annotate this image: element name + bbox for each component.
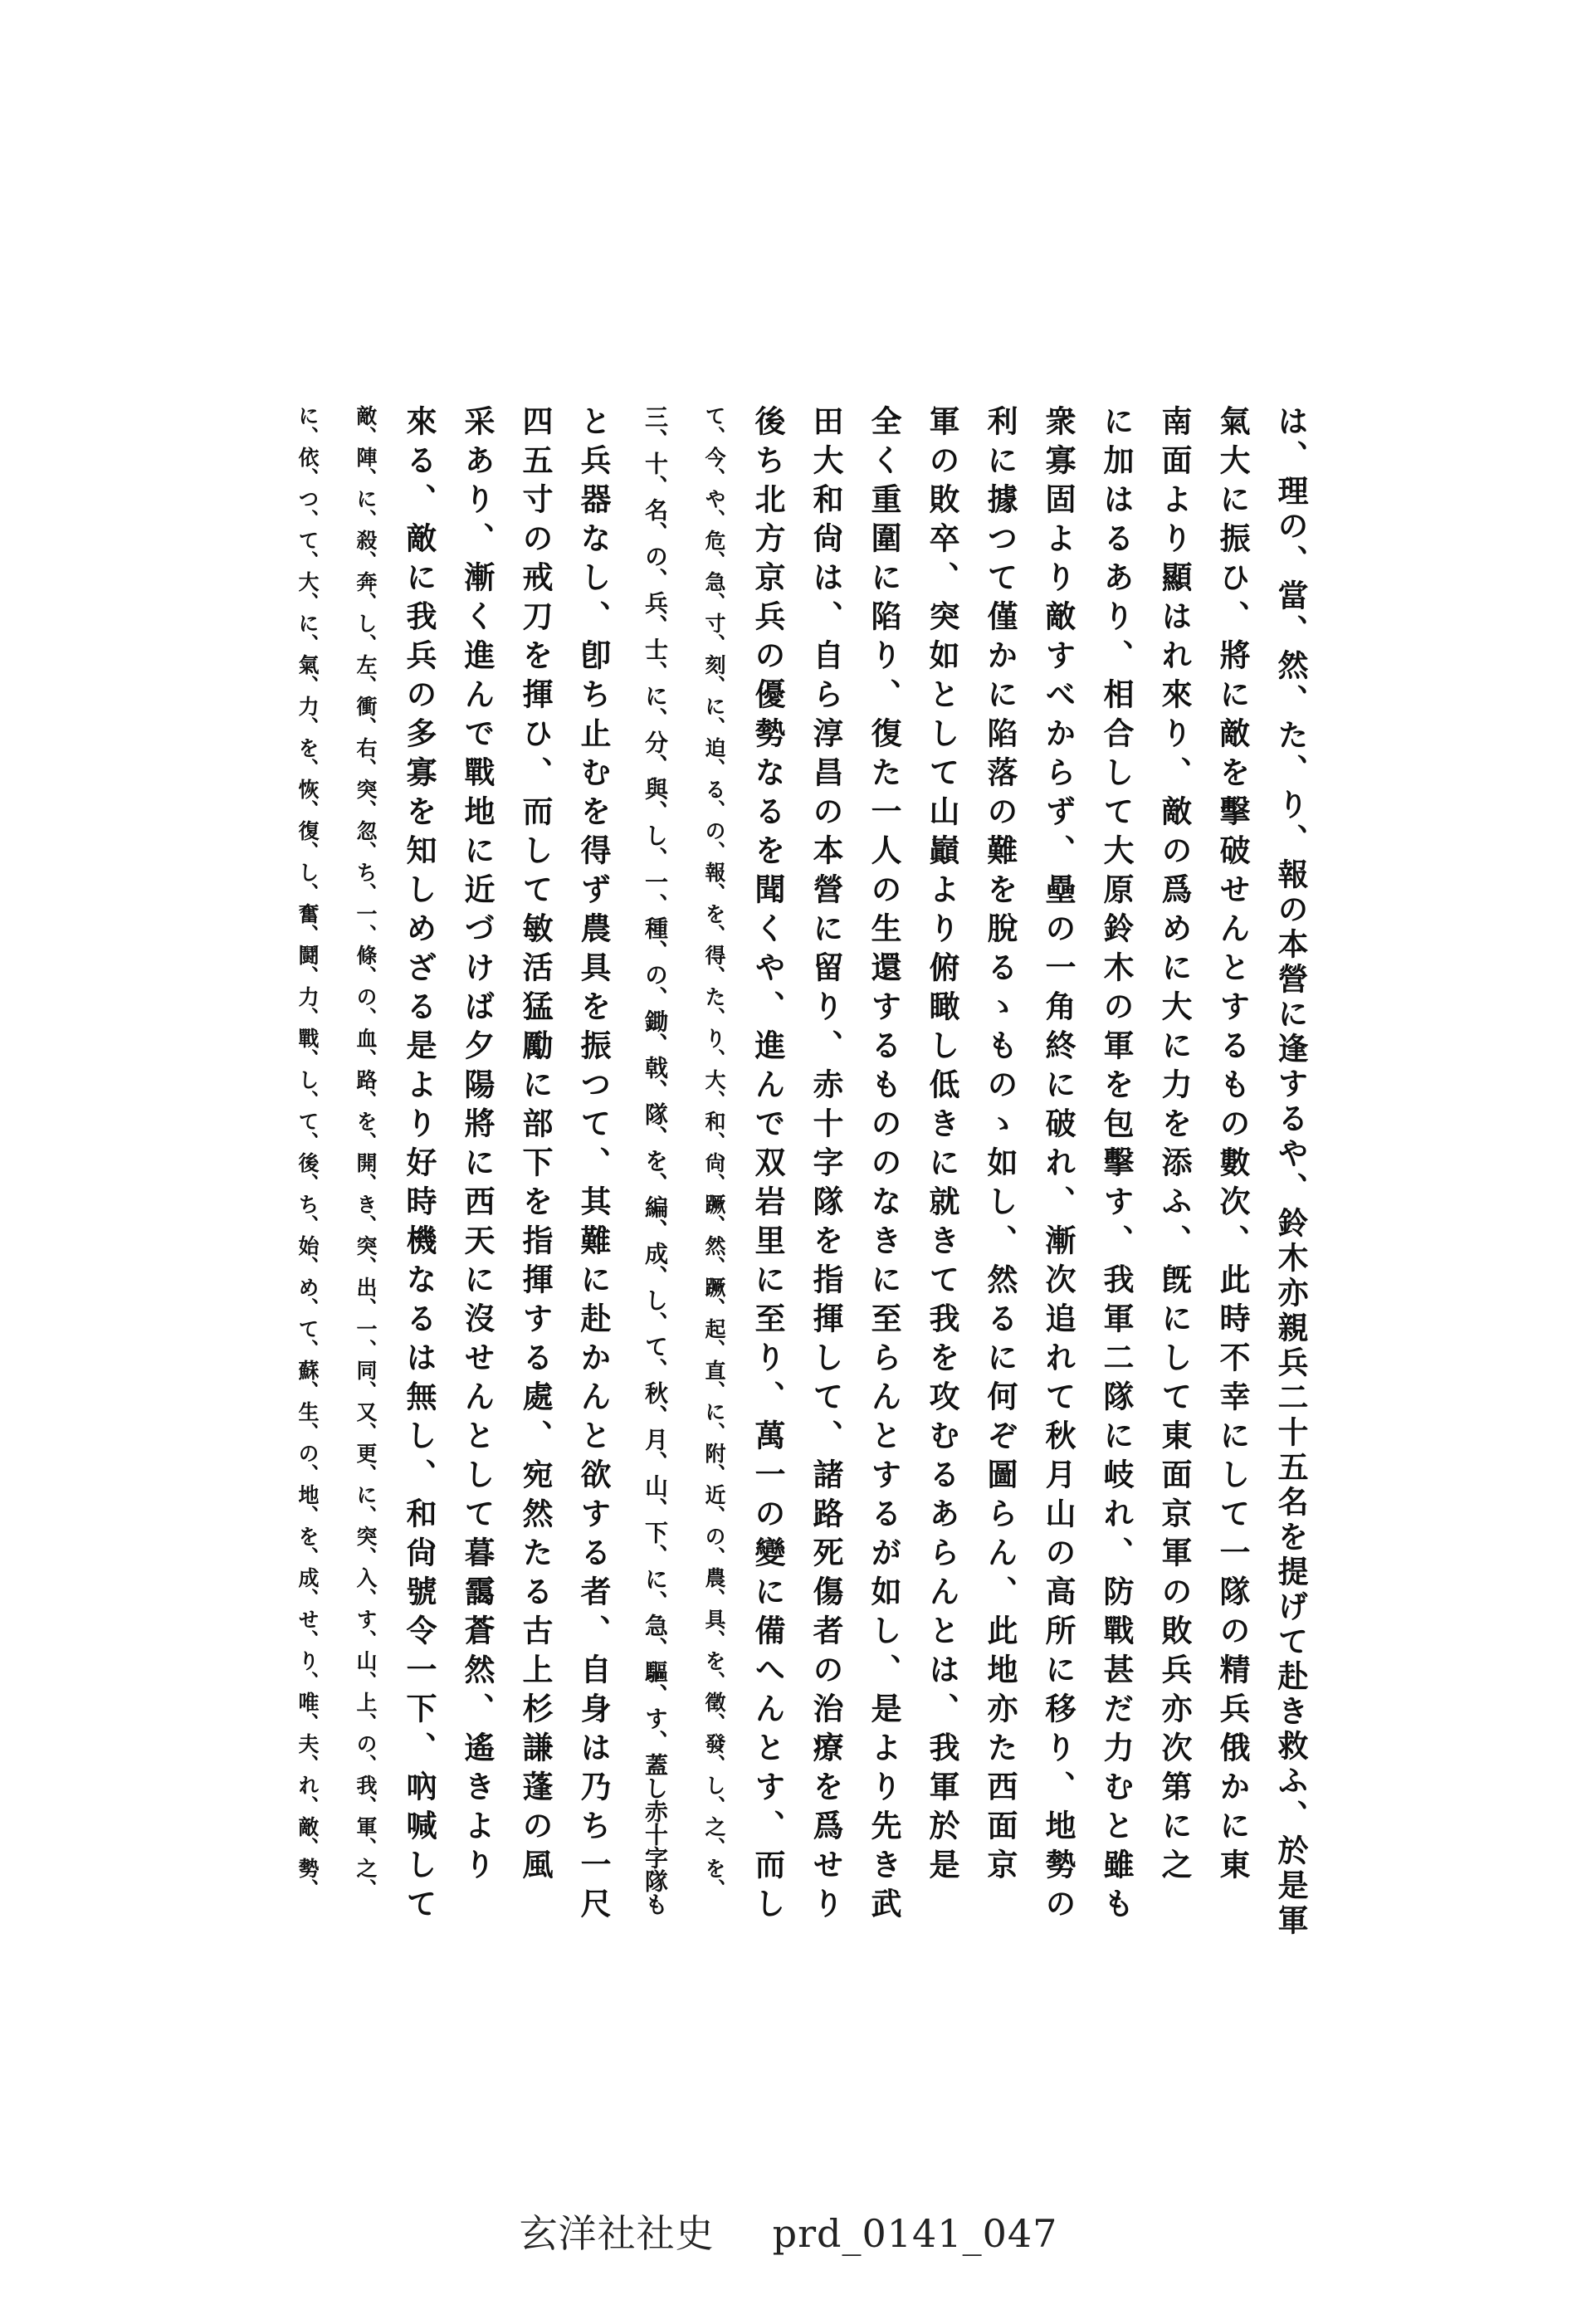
text-column-13: と兵器なし、卽ち止むを得ず農具を振つて、其難に赴かんと欲する者、自身は乃ち一尺 (575, 405, 612, 1926)
text-column-14: 四五寸の戒刀を揮ひ、而して敏活猛勵に部下を指揮する處、宛然たる古上杉謙蓬の風 (517, 405, 554, 1887)
text-column-18: に、依、つ、て、大、に、氣、力、を、恢、復、し、奮、鬪、力、戰、し、て、後、ち、始、め、て、蘇、生、の、地、を、成、せ、り、唯、夫、れ、敵、勢、 (295, 405, 320, 1899)
page-footer (0, 2204, 1577, 2258)
text-column-5: 衆寡固より敵すべからず、壘の一角終に破れ、漸次追れて秋月山の高所に移り、地勢の (1040, 405, 1077, 1926)
text-column-3: 南面より顯はれ來り、敵の爲めに大に力を添ふ、旣にして東面京軍の敗兵亦次第に之 (1156, 405, 1193, 1887)
text-column-10: 後ち北方京兵の優勢なるを聞くや、進んで双岩里に至り、萬一の變に備へんとす、而し (749, 405, 786, 1926)
footer-source-title: 玄洋社社史 (519, 2211, 715, 2256)
text-column-16: 來る、敵に我兵の多寡を知しめざる是より好時機なるは無し、和尙號令一下、吶喊して (401, 405, 437, 1926)
text-column-7: 軍の敗卒、突如として山巓より俯瞰し低きに就きて我を攻むるあらんとは、我軍於是 (924, 405, 960, 1887)
text-column-17: 敵、陣、に、殺、奔、し、左、衝、右、突、忽、ち、一、條、の、血、路、を、開、き、突、出、一、同、又、更、に、突、入、す、山、上、の、我、軍、之、 (354, 405, 378, 1899)
text-column-15: 采あり、漸く進んで戰地に近づけば夕陽將に西天に沒せんとして暮靄蒼然、遙きより (459, 405, 496, 1887)
text-column-8: 全く重圍に陷り、復た一人の生還するもののなきに至らんとするが如し、是より先き武 (866, 405, 902, 1926)
text-column-4: に加はるあり、相合して大原鈴木の軍を包擊す、我軍二隊に岐れ、防戰甚だ力むと雖も (1098, 405, 1135, 1926)
text-column-11: て、今、や、危、急、寸、刻、に、迫、る、の、報、を、得、た、り、大、和、尙、蹶、然、蹶、起、直、に、附、近、の、農、具、を、徵、發、し、之、を、 (702, 405, 726, 1899)
text-column-9: 田大和尙は、自ら淳昌の本營に留り、赤十字隊を指揮して、諸路死傷者の治療を爲せり (808, 405, 844, 1926)
text-column-2: 氣大に振ひ、將に敵を擊破せんとするもの數次、此時不幸にして一隊の精兵俄かに東 (1214, 405, 1251, 1887)
text-column-12: 三、十、名、の、兵、士、に、分、與、し、一、種、の、鋤、戟、隊、を、編、成、し、て、秋、月、山、下、に、急、驅、す、蓋し赤十字隊も (642, 405, 669, 1916)
text-column-1: は、理の、當、然、た、り、報の本營に逢するや、鈴木亦親兵二十五名を提げて赴き救ふ、於是軍 (1272, 405, 1309, 1939)
footer-page-id: prd_0141_047 (772, 2211, 1058, 2256)
vertical-text-block (276, 405, 1309, 1941)
text-column-6: 利に據つて僅かに陷落の難を脫るゝものゝ如し、然るに何ぞ圖らん、此地亦た西面京 (982, 405, 1018, 1887)
